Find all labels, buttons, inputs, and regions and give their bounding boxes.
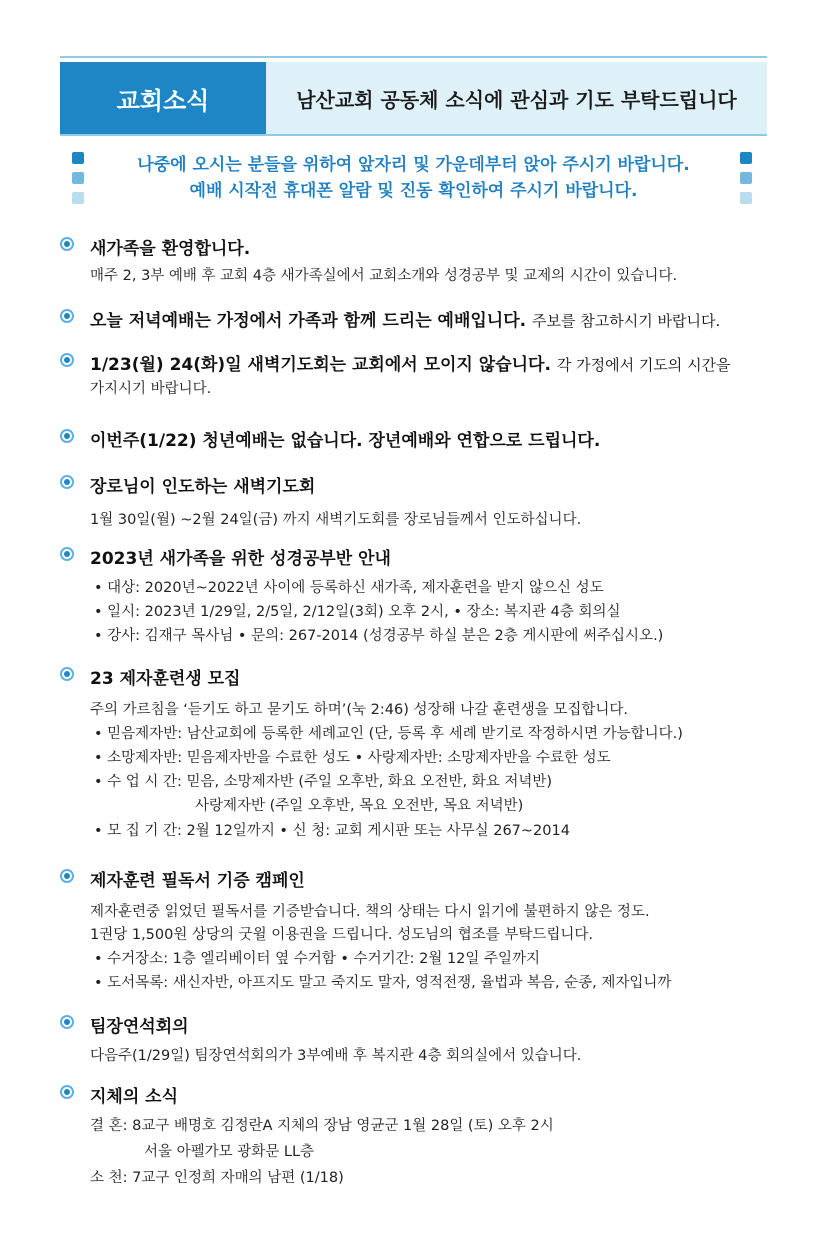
news-body: 다음주(1/29일) 팀장연석회의가 3부예배 후 복지관 4층 회의실에서 있습니다.: [90, 1048, 582, 1064]
news-title: 제자훈련 필독서 기증 캠페인: [90, 871, 305, 891]
news-title-text: 오늘 저녁예배는 가정에서 가족과 함께 드리는 예배입니다.: [90, 311, 527, 331]
news-title: 팀장연석회의: [90, 1017, 189, 1037]
news-line: • 도서목록: 새신자반, 아프지도 말고 죽지도 말자, 영적전쟁, 율법과 복음, 순종, 제자입니까: [94, 975, 672, 991]
news-body: 가지시기 바랍니다.: [90, 381, 212, 397]
section-subtitle: 남산교회 공동체 소식에 관심과 기도 부탁드립니다: [296, 87, 737, 112]
news-title: [90, 306, 720, 331]
bullet-icon: [60, 429, 74, 443]
notice-line: 나중에 오시는 분들을 위하여 앞자리 및 가운데부터 앉아 주시기 바랍니다.: [137, 155, 690, 175]
news-line: • 모 집 기 간: 2월 12일까지 • 신 청: 교회 게시판 또는 사무실 267~2014: [94, 823, 570, 839]
section-tab-title: 교회소식: [60, 62, 266, 134]
notice-line: 예배 시작전 휴대폰 알람 및 진동 확인하여 주시기 바랍니다.: [189, 181, 638, 201]
news-line: • 대상: 2020년~2022년 사이에 등록하신 새가족, 제자훈련을 받지 않으신 성도: [94, 580, 604, 596]
news-title: 새가족을 환영합니다.: [90, 239, 251, 259]
news-title: [90, 350, 731, 375]
news-line: • 수거장소: 1층 엘리베이터 옆 수거함 • 수거기간: 2월 12일 주일까지: [94, 951, 541, 967]
bullet-icon: [60, 869, 74, 883]
bullet-icon: [60, 1085, 74, 1099]
news-note: 주보를 참고하시기 바랍니다.: [532, 312, 721, 330]
news-line: 사랑제자반 (주일 오후반, 목요 오전반, 목요 저녁반): [195, 798, 524, 814]
news-line: 1권당 1,500원 상당의 굿윌 이용권을 드립니다. 성도님의 협조를 부탁드립니다.: [90, 927, 594, 943]
news-line: 제자훈련중 읽었던 필독서를 기증받습니다. 책의 상태는 다시 읽기에 불편하지 않은 정도.: [90, 904, 650, 920]
bullet-icon: [60, 309, 74, 323]
notice-box: [60, 148, 767, 204]
bullet-icon: [60, 475, 74, 489]
news-line: • 일시: 2023년 1/29일, 2/5일, 2/12일(3회) 오후 2시, • 장소: 복지관 4층 회의실: [94, 604, 621, 620]
news-title-text: 1/23(월) 24(화)일 새벽기도회는 교회에서 모이지 않습니다.: [90, 355, 551, 375]
header-bottom-rule: [60, 134, 767, 136]
bullet-icon: [60, 1015, 74, 1029]
bullet-icon: [60, 353, 74, 367]
news-line: 결 혼: 8교구 배명호 김정란A 지체의 장남 영균군 1월 28일 (토) 오후 2시: [90, 1118, 554, 1134]
news-line: 소 천: 7교구 인정희 자매의 남편 (1/18): [90, 1170, 344, 1186]
news-body: 1월 30일(월) ~2월 24일(금) 까지 새벽기도회를 장로님들께서 인도하십니다.: [90, 512, 582, 528]
bullet-icon: [60, 237, 74, 251]
news-title: 이번주(1/22) 청년예배는 없습니다. 장년예배와 연합으로 드립니다.: [90, 431, 601, 451]
news-line: 서울 아펠가모 광화문 LL층: [144, 1144, 315, 1160]
news-title: 23 제자훈련생 모집: [90, 669, 241, 689]
news-title: 2023년 새가족을 위한 성경공부반 안내: [90, 549, 391, 569]
news-title: 장로님이 인도하는 새벽기도회: [90, 477, 316, 497]
section-header: [60, 62, 767, 134]
header-top-rule: [60, 56, 767, 58]
bullet-icon: [60, 667, 74, 681]
news-line: • 강사: 김재구 목사님 • 문의: 267-2014 (성경공부 하실 분은 2층 게시판에 써주십시오.): [94, 628, 664, 644]
news-line: 주의 가르침을 ‘듣기도 하고 묻기도 하며’(눅 2:46) 성장해 나갈 훈련생을 모집합니다.: [90, 702, 629, 718]
news-line: • 소망제자반: 믿음제자반을 수료한 성도 • 사랑제자반: 소망제자반을 수료한 성도: [94, 750, 611, 766]
news-line: • 수 업 시 간: 믿음, 소망제자반 (주일 오후반, 화요 오전반, 화요 저녁반): [94, 774, 553, 790]
news-body: 매주 2, 3부 예배 후 교회 4층 새가족실에서 교회소개와 성경공부 및 교제의 시간이 있습니다.: [90, 268, 678, 284]
news-note: 각 가정에서 기도의 시간을: [556, 356, 731, 374]
news-title: 지체의 소식: [90, 1087, 179, 1107]
news-line: • 믿음제자반: 남산교회에 등록한 세례교인 (단, 등록 후 세례 받기로 작정하시면 가능합니다.): [94, 726, 683, 742]
bullet-icon: [60, 547, 74, 561]
